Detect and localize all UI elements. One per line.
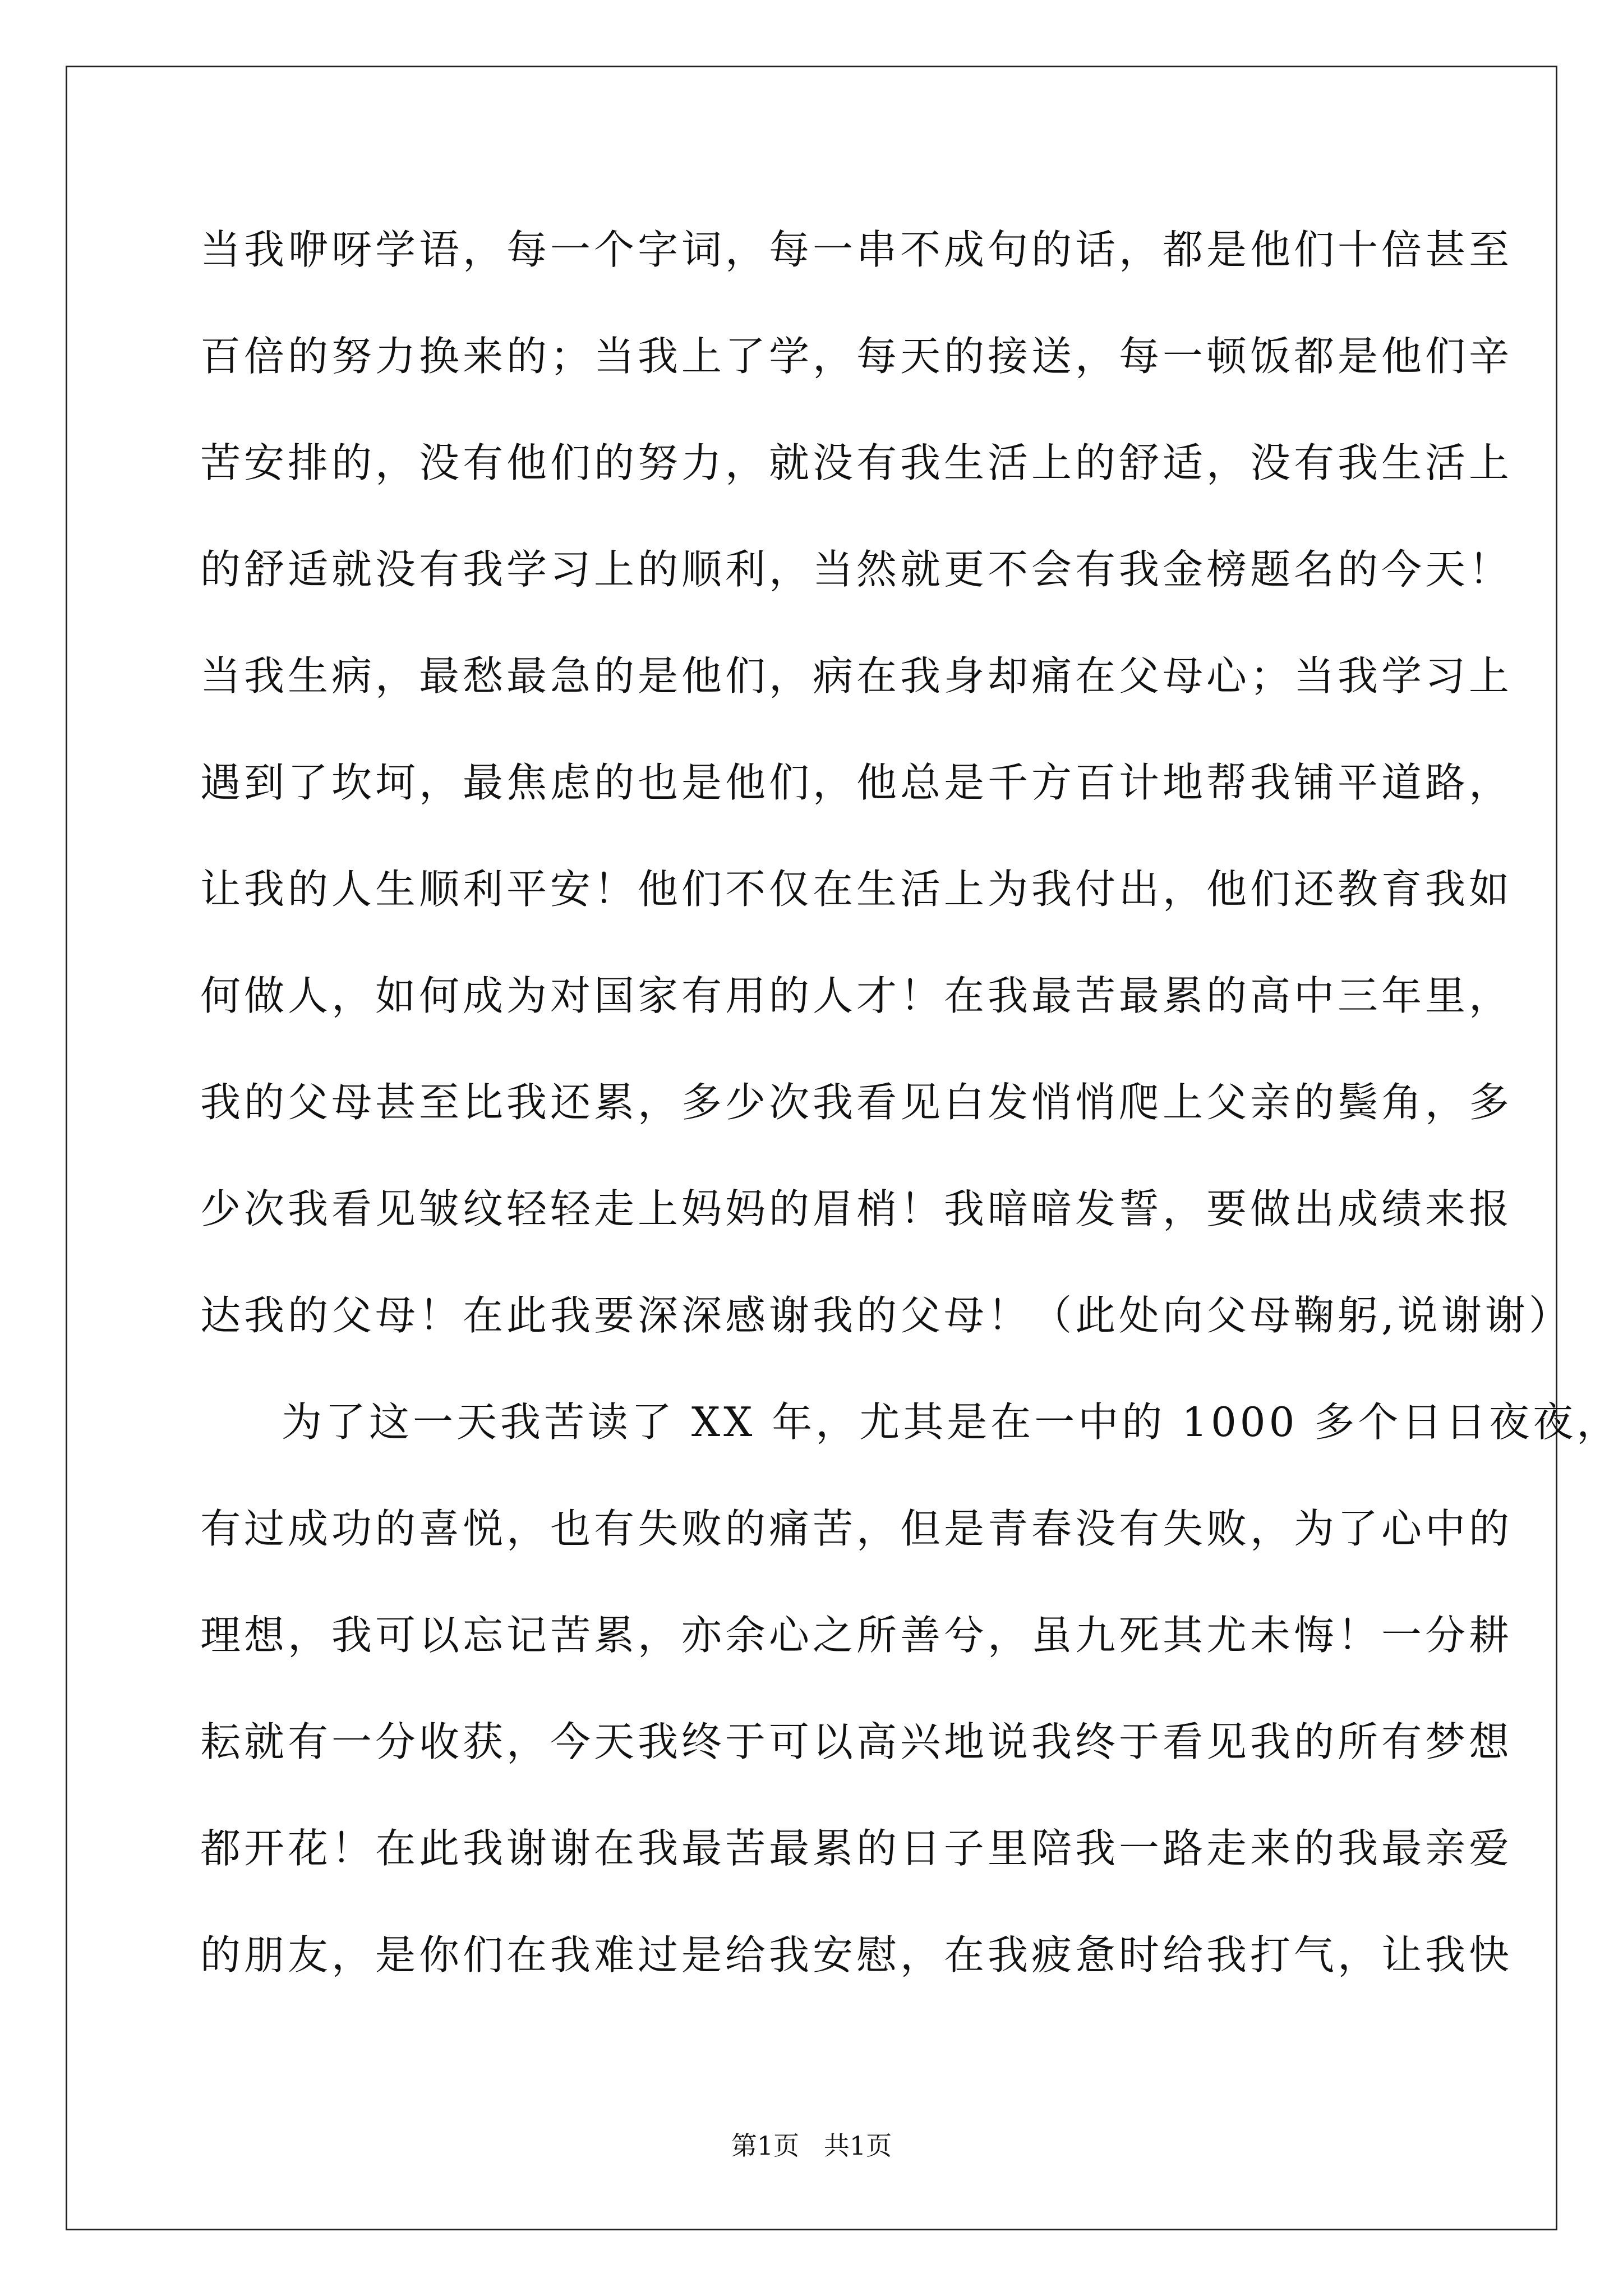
text-line: 苦安排的，没有他们的努力，就没有我生活上的舒适，没有我生活上: [200, 439, 1513, 486]
text-line: 都开花！在此我谢谢在我最苦最累的日子里陪我一路走来的我最亲爱: [200, 1825, 1513, 1872]
text-line: 的朋友，是你们在我难过是给我安慰，在我疲惫时给我打气，让我快: [200, 1931, 1513, 1978]
text-line: 何做人，如何成为对国家有用的人才！在我最苦最累的高中三年里，: [200, 972, 1513, 1019]
text-line: 我的父母甚至比我还累，多少次我看见白发悄悄爬上父亲的鬓角，多: [200, 1079, 1513, 1126]
text-line: 当我咿呀学语，每一个字词，每一串不成句的话，都是他们十倍甚至: [200, 226, 1513, 273]
text-line: 当我生病，最愁最急的是他们，病在我身却痛在父母心；当我学习上: [200, 652, 1513, 700]
text-line: 有过成功的喜悦，也有失败的痛苦，但是青春没有失败，为了心中的: [200, 1505, 1513, 1552]
page-number-footer: 第1页 共1页: [731, 2131, 892, 2161]
text-line: 少次我看见皱纹轻轻走上妈妈的眉梢！我暗暗发誓，要做出成绩来报: [200, 1185, 1513, 1232]
text-line: 的舒适就没有我学习上的顺利，当然就更不会有我金榜题名的今天！: [200, 546, 1513, 593]
text-line: 理想，我可以忘记苦累，亦余心之所善兮，虽九死其尤未悔！一分耕: [200, 1612, 1513, 1659]
text-line: 耘就有一分收获，今天我终于可以高兴地说我终于看见我的所有梦想: [200, 1718, 1513, 1765]
text-line: 遇到了坎坷，最焦虑的也是他们，他总是千方百计地帮我铺平道路，: [200, 759, 1513, 806]
text-line: 让我的人生顺利平安！他们不仅在生活上为我付出，他们还教育我如: [200, 866, 1513, 913]
text-line: 为了这一天我苦读了 XX 年，尤其是在一中的 1000 多个日日夜夜，: [282, 1398, 1621, 1446]
document-body: [200, 208, 1621, 2019]
text-line: 百倍的努力换来的；当我上了学，每天的接送，每一顿饭都是他们辛: [200, 333, 1513, 380]
text-line: 达我的父母！在此我要深深感谢我的父母！（此处向父母鞠躬,说谢谢）: [200, 1292, 1573, 1339]
